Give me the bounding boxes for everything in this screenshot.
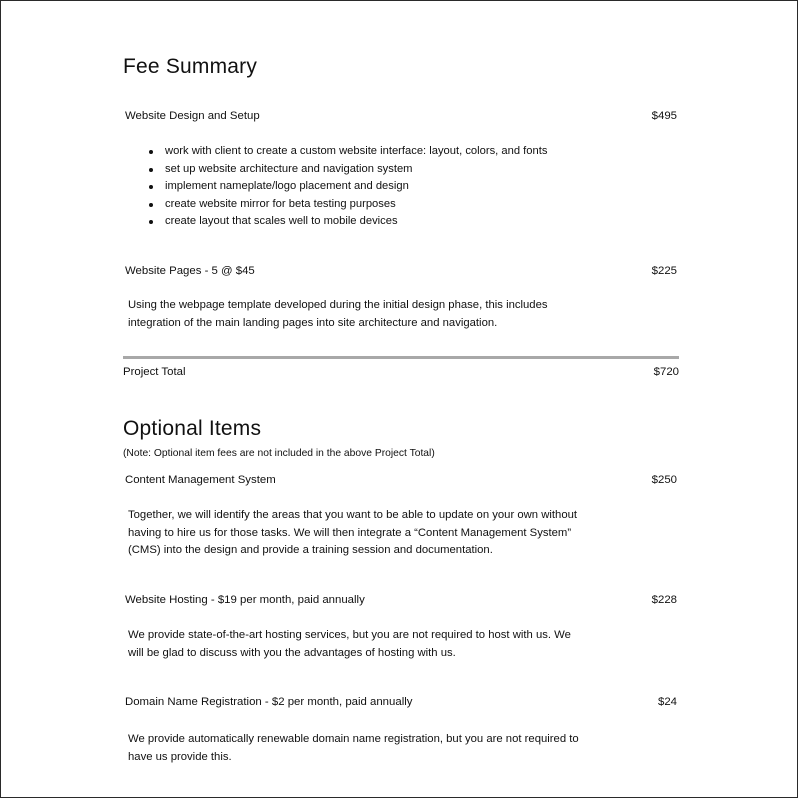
bullet-icon	[149, 150, 153, 154]
project-total-row	[123, 366, 679, 378]
optional-item-label: Content Management System	[125, 474, 276, 486]
optional-item-cms	[125, 474, 677, 486]
optional-item-label: Domain Name Registration - $2 per month, paid annually	[125, 696, 413, 708]
project-total-amount: $720	[653, 366, 679, 378]
bullet-icon	[149, 185, 153, 189]
hosting-description: We provide state-of-the-art hosting services, but you are not required to host with us. We will be glad to discuss with you the advantages of hosting with us.	[128, 629, 571, 659]
optional-item-amount: $228	[651, 594, 677, 606]
fee-item-amount: $225	[651, 265, 677, 277]
optional-item-domain	[125, 696, 677, 708]
fee-item-website-design	[125, 110, 677, 122]
domain-description: We provide automatically renewable domain name registration, but you are not required to have us provide this.	[128, 733, 579, 763]
optional-item-amount: $250	[651, 474, 677, 486]
list-item: implement nameplate/logo placement and design	[149, 178, 547, 196]
bullet-icon	[149, 203, 153, 207]
fee-item-website-pages	[125, 265, 677, 277]
optional-items-heading: Optional Items	[123, 417, 262, 440]
optional-item-label: Website Hosting - $19 per month, paid annually	[125, 594, 365, 606]
bullet-icon	[149, 220, 153, 224]
fee-item-label: Website Design and Setup	[125, 110, 260, 122]
project-total-label: Project Total	[123, 366, 186, 378]
fee-summary-heading: Fee Summary	[123, 55, 258, 78]
website-design-bullet-list	[149, 143, 547, 231]
optional-item-hosting	[125, 594, 677, 606]
optional-item-amount: $24	[657, 696, 677, 708]
fee-item-label: Website Pages - 5 @ $45	[125, 265, 255, 277]
total-divider	[123, 356, 679, 359]
fee-item-amount: $495	[651, 110, 677, 122]
cms-description: Together, we will identify the areas that you want to be able to update on your own without having to hire us for those tasks. We will then integrate a “Content Management System” (CMS) into the design and provide a training session and documentation.	[128, 509, 578, 556]
list-item: create layout that scales well to mobile devices	[149, 213, 547, 231]
website-pages-description: Using the webpage template developed during the initial design phase, this includes integration of the main landing pages into site architecture and navigation.	[128, 299, 548, 329]
list-item: set up website architecture and navigation system	[149, 161, 547, 179]
bullet-icon	[149, 168, 153, 172]
list-item: work with client to create a custom website interface: layout, colors, and fonts	[149, 143, 547, 161]
list-item: create website mirror for beta testing purposes	[149, 196, 547, 214]
optional-items-note: (Note: Optional item fees are not included in the above Project Total)	[123, 448, 435, 459]
